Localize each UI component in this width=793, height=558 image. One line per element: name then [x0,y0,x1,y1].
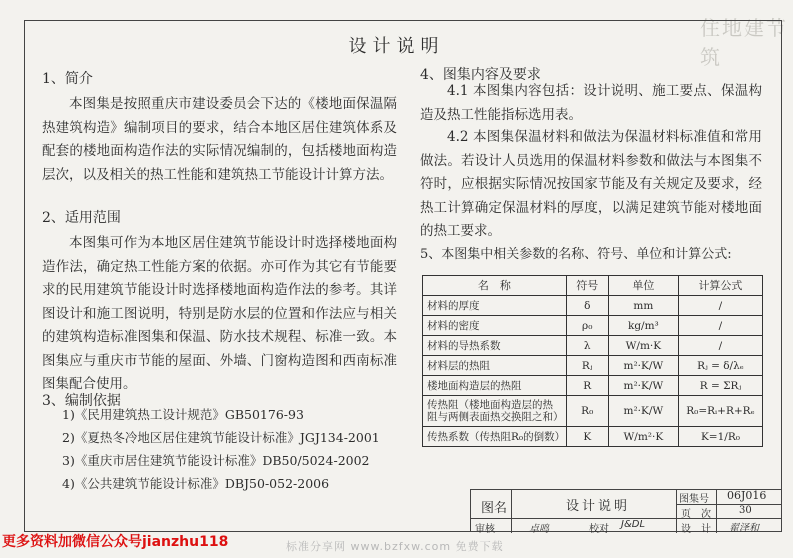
param-unit: m²·K/W [608,376,678,396]
param-symbol: R₀ [566,396,608,427]
title-block [470,489,782,535]
param-formula: / [678,336,762,356]
label-review: 审核 [475,524,495,535]
section-content-p2: 4.2 本图集保温材料和做法为保温材料标准值和常用做法。若设计人员选用的保温材料参数和做法与本图集不符时，应根据实际情况按国家节能及有关规定及要求，经热工计算确定保温材料的厚度，以满足建筑节能对楼地面的热工要求。 [420,129,762,239]
faint-header-text: 住地建节筑 [700,16,788,69]
param-name: 材料的厚度 [423,296,567,316]
table-header-row [423,276,763,296]
param-name: 材料的导热系数 [423,336,567,356]
label-drawing-name: 图名 [481,501,508,516]
param-formula: / [678,316,762,336]
param-unit: W/m²·K [608,427,678,447]
table-row [423,396,763,427]
table-header-cell: 单位 [608,276,678,296]
table-row [423,427,763,447]
param-name: 传热阻（楼地面构造层的热阻与两侧表面热交换阻之和） [423,396,567,427]
basis-item: 2)《夏热冬冷地区居住建筑节能设计标准》JGJ134-2001 [62,430,380,445]
check-signature: J&DL [621,519,646,530]
drawing-name: 设计说明 [566,499,631,514]
param-symbol: R [566,376,608,396]
table-row [423,376,763,396]
param-formula: / [678,296,762,316]
footer-watermark: 标准分享网 www.bzfxw.com 免费下载 [286,540,504,553]
section-basis-heading: 3、编制依据 [42,393,121,409]
param-formula: Rⱼ = δ/λₑ [678,356,762,376]
basis-item: 1)《民用建筑热工设计规范》GB50176-93 [62,407,304,422]
page-title: 设计说明 [348,36,445,57]
param-unit: W/m·K [608,336,678,356]
label-design: 设 计 [681,524,711,535]
param-symbol: K [566,427,608,447]
param-unit: mm [608,296,678,316]
basis-item: 3)《重庆市居住建筑节能设计标准》DB50/5024-2002 [62,453,370,468]
section-params-heading: 5、本图集中相关参数的名称、符号、单位和计算公式: [420,247,732,262]
param-unit: m²·K/W [608,356,678,376]
param-name: 材料的密度 [423,316,567,336]
param-unit: m²·K/W [608,396,678,427]
param-formula: K=1/R₀ [678,427,762,447]
parameters-table [422,275,763,447]
param-formula: R = ΣRⱼ [678,376,762,396]
label-page: 页 次 [681,509,711,520]
section-content-p1: 4.1 本图集内容包括：设计说明、施工要点、保温构造及热工性能指标选用表。 [420,83,762,123]
section-scope-heading: 2、适用范围 [42,210,121,226]
section-content-heading: 4、图集内容及要求 [420,67,541,83]
label-check: 校对 [589,524,609,535]
param-name: 传热系数（传热阻R₀的倒数） [423,427,567,447]
param-symbol: ρ₀ [566,316,608,336]
table-row [423,296,763,316]
table-header-cell: 符号 [566,276,608,296]
review-signature: 卓鸣 [529,524,549,535]
atlas-number: 06J016 [727,489,767,502]
section-intro-heading: 1、简介 [42,71,93,87]
section-intro-body: 本图集是按照重庆市建设委员会下达的《楼地面保温隔热建筑构造》编制项目的要求，结合本地区居住建筑体系及配套的楼地面构造作法的实际情况编制的，包括楼地面构造层次，以及相关的热工性能和建筑热工节能设计计算方法。 [42,96,397,183]
basis-list [62,403,380,495]
param-unit: kg/m³ [608,316,678,336]
design-signature: 翟泽和 [729,523,759,534]
section-scope-body: 本图集可作为本地区居住建筑节能设计时选择楼地面构造作法，确定热工性能方案的依据。亦可作为其它有节能要求的民用建筑节能设计时选择楼地面构造作法的参考。其详图设计和施工图说明，特别是防水层的位置和作法应与相关的建筑构造标准图集和保温、防水技术规程、标准一致。本图集应与重庆市节能的屋面、外墙、门窗构造图和西南标准图集配合使用。 [42,235,397,392]
table-header-cell: 名 称 [423,276,567,296]
param-name: 楼地面构造层的热阻 [423,376,567,396]
page-number: 30 [739,505,752,516]
param-formula: R₀=Rᵢ+R+Rₑ [678,396,762,427]
param-symbol: Rⱼ [566,356,608,376]
table-row [423,356,763,376]
param-symbol: λ [566,336,608,356]
table-header-cell: 计算公式 [678,276,762,296]
table-row [423,336,763,356]
label-atlas-no: 图集号 [679,494,709,505]
param-symbol: δ [566,296,608,316]
watermark-text: 更多资料加微信公众号jianzhu118 [2,534,229,550]
table-row [423,316,763,336]
param-name: 材料层的热阻 [423,356,567,376]
basis-item: 4)《公共建筑节能设计标准》DBJ50-052-2006 [62,476,330,491]
